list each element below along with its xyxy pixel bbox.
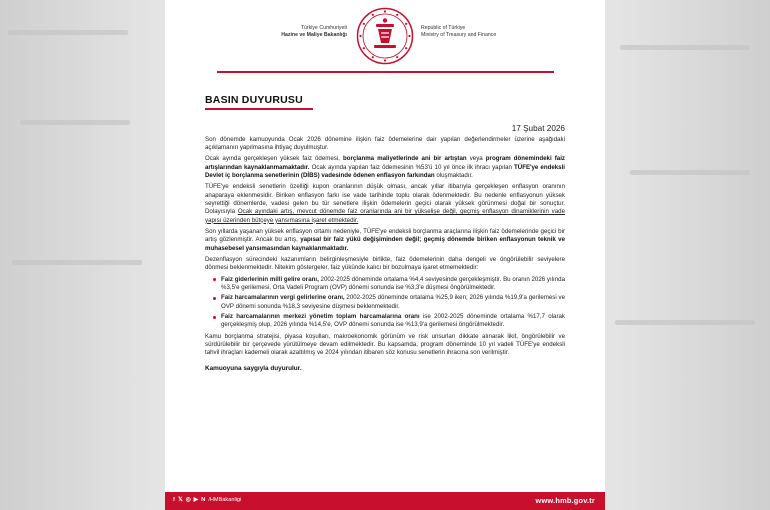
bold-run: borçlanma maliyetlerinde ani bir artıştan — [343, 155, 467, 163]
instagram-icon[interactable]: ◎ — [185, 497, 191, 503]
title-underline — [205, 108, 313, 110]
closing-line: Kamuoyuna saygıyla duyurulur. — [205, 364, 302, 372]
ministry-name-en — [421, 25, 551, 39]
ministry-name-tr-line1: Türkiye Cumhuriyeti — [300, 25, 347, 31]
ministry-name-en-line2: Ministry of Treasury and Finance — [421, 32, 497, 38]
list-item — [213, 276, 565, 293]
ministry-name-tr — [227, 25, 347, 39]
ministry-name-en-line1: Republic of Türkiye — [421, 25, 466, 31]
bold-run: Faiz harcamalarının vergi gelirlerine oranı, — [221, 294, 345, 302]
facebook-icon[interactable]: f — [173, 497, 175, 503]
bold-run: yapısal bir faiz yükü değişiminden değil; geçmiş dönemde biriken enflasyonun teknik ve muhasebesel yansımasından kaynaklanmaktadır. — [205, 236, 565, 252]
text-run: 2002-2025 döneminde ortalama %4,4 seviyesinde gerçekleşmiştir. Bu oranın 2026 yılında %3,5'e gerilemesi, Orta Vadeli Program (OVP) dönemi sonunda ise %3,3'e düşmesi öngörülmektedir. — [221, 275, 565, 291]
bold-run: Faiz harcamalarının merkezi yönetim toplam harcamalarına oranı — [221, 313, 420, 321]
text-run: ise 2002-2025 döneminde ortalama %17,7 olarak gerçekleşmiş olup, 2026 yılında %14,5'e, OVP dönemi sonunda ise %13,9'a gerilemesi öngörülmektedir. — [221, 313, 565, 329]
press-release-page — [165, 0, 605, 510]
underlined-run: Ocak ayındaki artış, mevcut dönemde faiz oranlarında ani bir yükselişe değil, geçmiş enflasyon dinamiklerinin vade yapısı üzerinden bütçeye yansımasına işaret etmektedir. — [205, 208, 565, 224]
header-divider — [217, 71, 554, 73]
text-run: veya — [466, 155, 486, 163]
social-links — [173, 497, 241, 503]
list-item — [213, 313, 565, 330]
paragraph-cpi-indexed — [205, 183, 565, 225]
youtube-icon[interactable]: ▶ — [193, 497, 199, 503]
x-icon[interactable]: 𝕏 — [177, 497, 183, 503]
blur-line — [615, 320, 755, 325]
paragraph-intro: Son dönemde kamuoyunda Ocak 2026 dönemine ilişkin faiz ödemelerine dair yapılan değerlendirmeler üzerine aşağıdaki açıklamanın yapılmasına ihtiyaç duyulmuştur. — [205, 135, 565, 151]
blur-line — [12, 260, 142, 265]
indicator-list — [205, 276, 565, 330]
text-run: Ocak ayında gerçekleşen yüksek faiz ödemesi, — [205, 155, 344, 163]
text-run: TÜFE'ye endeksli senetlerin özelliği kupon oranlarının düşük olması, ancak yıllar itibarıyla gerçekleşen enflasyon oranının anaparaya eklenmesidir. Biriken enflasyon farkı ise vade tarihinde toplu olarak ödenmektedir. Bu nedenle enflasyonun yüksek seyrettiği dönemlerde, vadesi gelen bu tür senetlere ilişkin ödemelerin geçici olarak yüksek görünmesi doğal bir sonuçtur. Dolayısıyla — [205, 183, 565, 216]
bold-run: TÜFE'ye endeksli Devlet iç borçlanma senetlerinin (DİBS) vadesinde ödenen enflasyon farkından — [205, 163, 566, 179]
blur-line — [630, 170, 750, 175]
paragraph-temporary-increase — [205, 228, 565, 253]
letterhead — [165, 0, 605, 80]
ministry-name-tr-line2: Hazine ve Maliye Bakanlığı — [281, 32, 347, 38]
blur-line — [20, 120, 130, 125]
blur-line — [620, 45, 750, 50]
list-item — [213, 294, 565, 311]
text-run: 2002-2025 döneminde ortalama %25,9 iken; 2026 yılında %19,9'a gerilemesi ve OVP dönemi sonunda %18,3 seviyesine düşmesi beklenmektedir. — [221, 294, 565, 310]
text-run: Ocak ayında yapılan faiz ödemesinin %53'ü 10 yıl önce ilk ihracı yapılan — [309, 163, 515, 171]
bold-run: Faiz giderlerinin millî gelire oranı, — [221, 275, 319, 283]
paragraph-january-payment — [205, 155, 565, 180]
text-run: Son yıllarda yaşanan yüksek enflasyon ortamı nedeniyle, TÜFE'ye endeksli borçlanma araçlarına ilişkin faiz ödemelerinde geçici bir artış gözlenmiştir. Ancak bu artış, — [205, 227, 565, 244]
paragraph-borrowing-strategy: Kamu borçlanma stratejisi, piyasa koşulları, makroekonomik görünüm ve risk unsurları dikkate alınarak likit, öngörülebilir ve sürdürülebilir bir çerçevede yürütülmeye devam edilmektedir. Bu kapsamda, program döneminde 10 yıl vadeli TÜFE'ye endeksli tahvil ihraçları kademeli olarak azaltılmış ve 2024 yılından itibaren söz konusu senetlerin ihracına son verilmiştir. — [205, 332, 565, 357]
blur-line — [8, 30, 128, 35]
bold-run: program dönemindeki faiz artışlarından kaynaklanmamaktadır. — [205, 155, 565, 171]
website-link[interactable]: www.hmb.gov.tr — [535, 496, 595, 505]
footer-bar — [165, 492, 605, 510]
document-title: BASIN DUYURUSU — [205, 94, 303, 106]
paragraph-disinflation: Dezenflasyon sürecindeki kazanımların belirginleşmesiyle birlikte, faiz ödemelerinin daha dengeli ve öngörülebilir seviyelere dönmesi beklenmektedir. Nitekim göstergeler, faiz yükünde kalıcı bir bozulmaya işaret etmemektedir: — [205, 255, 565, 272]
nsosyal-icon[interactable]: N — [201, 497, 206, 503]
document-body — [205, 94, 565, 372]
social-handle[interactable]: /HMBakanligi — [208, 497, 242, 503]
document-date: 17 Şubat 2026 — [511, 123, 565, 133]
ministry-seal-logo — [356, 7, 414, 65]
text-run: oluşmaktadır. — [434, 171, 473, 179]
